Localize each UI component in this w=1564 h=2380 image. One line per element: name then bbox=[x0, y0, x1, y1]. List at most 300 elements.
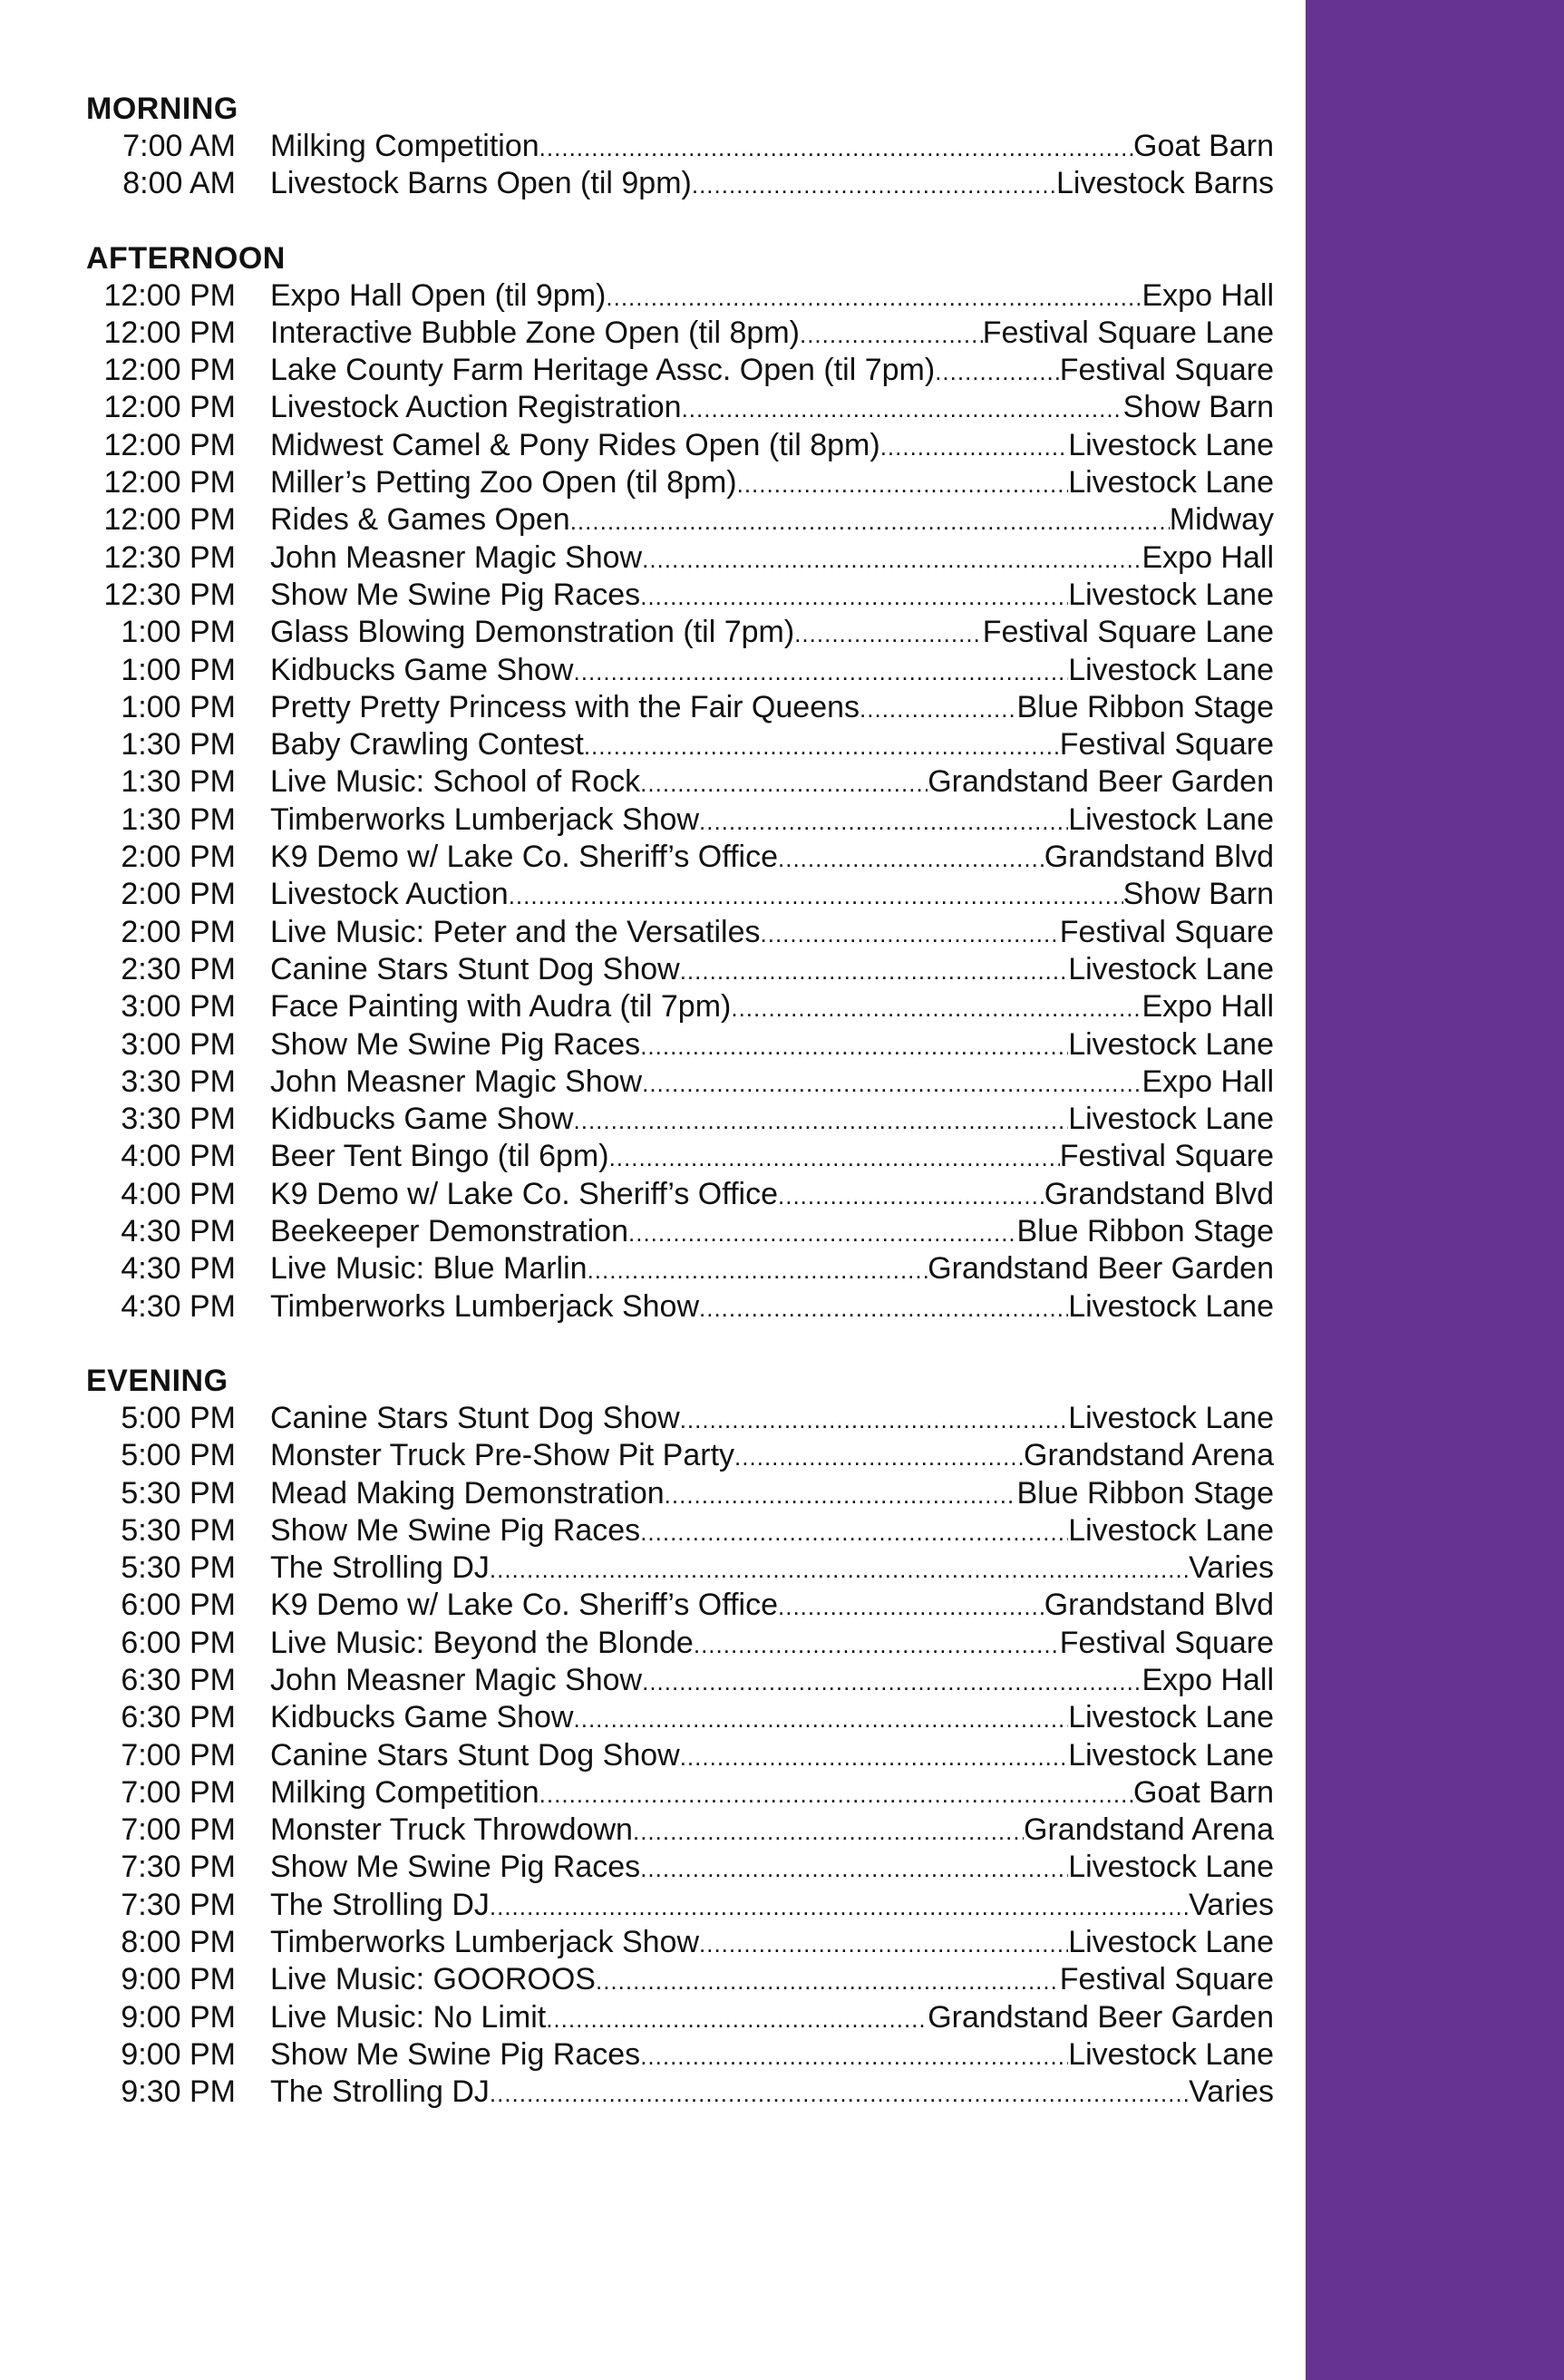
event-line bbox=[270, 2036, 1274, 2075]
event-line bbox=[270, 427, 1274, 466]
schedule-section bbox=[86, 1363, 1274, 2112]
dot-leader bbox=[694, 1625, 1060, 1664]
event-name: Livestock Auction bbox=[270, 877, 509, 912]
event-row bbox=[86, 801, 1274, 839]
event-location: Livestock Lane bbox=[1068, 1026, 1274, 1062]
event-line bbox=[270, 389, 1274, 428]
event-location: Livestock Lane bbox=[1068, 652, 1274, 687]
dot-leader bbox=[778, 1176, 1044, 1215]
event-name: Rides & Games Open bbox=[270, 502, 570, 538]
event-row bbox=[86, 1288, 1274, 1326]
event-name: Kidbucks Game Show bbox=[270, 1700, 574, 1735]
event-location: Festival Square bbox=[1059, 1625, 1274, 1660]
event-row bbox=[86, 1475, 1274, 1512]
dot-leader bbox=[682, 389, 1123, 428]
event-line bbox=[270, 726, 1274, 765]
event-line bbox=[270, 539, 1274, 578]
event-location: Livestock Lane bbox=[1068, 1512, 1274, 1548]
event-line bbox=[270, 1250, 1274, 1289]
event-location: Grandstand Blvd bbox=[1044, 1176, 1274, 1211]
event-name: Beer Tent Bingo (til 6pm) bbox=[270, 1139, 609, 1174]
dot-leader bbox=[699, 1288, 1068, 1327]
dot-leader bbox=[761, 914, 1060, 953]
event-line bbox=[270, 501, 1274, 540]
event-line bbox=[270, 1699, 1274, 1738]
event-line bbox=[270, 1849, 1274, 1888]
event-name: Mead Making Demonstration bbox=[270, 1475, 665, 1511]
event-location: Varies bbox=[1189, 2074, 1274, 2110]
event-time: 7:00 PM bbox=[121, 1774, 236, 1810]
event-row bbox=[86, 1849, 1274, 1886]
event-row bbox=[86, 1737, 1274, 1774]
event-row bbox=[86, 2036, 1274, 2074]
event-line bbox=[270, 951, 1274, 990]
event-row bbox=[86, 652, 1274, 689]
event-time: 8:00 PM bbox=[121, 1925, 236, 1960]
event-time: 9:00 PM bbox=[121, 1999, 236, 2035]
event-time: 1:00 PM bbox=[121, 615, 236, 650]
event-name: The Strolling DJ bbox=[270, 2074, 490, 2110]
event-time: 12:00 PM bbox=[103, 315, 236, 350]
dot-leader bbox=[633, 1812, 1024, 1851]
event-name: Canine Stars Stunt Dog Show bbox=[270, 951, 680, 986]
event-line bbox=[270, 1064, 1274, 1103]
dot-leader bbox=[588, 1250, 928, 1289]
dot-leader bbox=[737, 464, 1069, 503]
event-row bbox=[86, 539, 1274, 577]
event-name: K9 Demo w/ Lake Co. Sheriff’s Office bbox=[270, 840, 778, 875]
event-name: Livestock Barns Open (til 9pm) bbox=[270, 166, 692, 201]
dot-leader bbox=[860, 689, 1016, 728]
dot-leader bbox=[640, 577, 1068, 616]
event-line bbox=[270, 1961, 1274, 2000]
event-row bbox=[86, 988, 1274, 1025]
event-row bbox=[86, 1774, 1274, 1812]
event-name: Canine Stars Stunt Dog Show bbox=[270, 1400, 680, 1435]
event-line bbox=[270, 801, 1274, 840]
event-time: 6:00 PM bbox=[121, 1625, 236, 1660]
event-line bbox=[270, 689, 1274, 728]
event-row bbox=[86, 1250, 1274, 1287]
event-time: 4:30 PM bbox=[121, 1214, 236, 1249]
event-line bbox=[270, 1213, 1274, 1252]
event-time: 12:00 PM bbox=[103, 277, 236, 313]
event-line bbox=[270, 1437, 1274, 1476]
event-name: Miller’s Petting Zoo Open (til 8pm) bbox=[270, 465, 737, 500]
dot-leader bbox=[539, 128, 1133, 167]
event-row bbox=[86, 464, 1274, 501]
event-name: Monster Truck Pre-Show Pit Party bbox=[270, 1438, 735, 1473]
dot-leader bbox=[692, 165, 1056, 204]
event-location: Festival Square bbox=[1059, 914, 1274, 949]
dot-leader bbox=[490, 1887, 1189, 1926]
event-time: 12:00 PM bbox=[103, 465, 236, 500]
event-line bbox=[270, 315, 1274, 354]
dot-leader bbox=[642, 539, 1141, 578]
event-location: Blue Ribbon Stage bbox=[1016, 1214, 1274, 1249]
event-name: Timberworks Lumberjack Show bbox=[270, 801, 699, 837]
event-row bbox=[86, 1138, 1274, 1175]
event-row bbox=[86, 689, 1274, 726]
event-line bbox=[270, 1512, 1274, 1551]
event-name: Glass Blowing Demonstration (til 7pm) bbox=[270, 615, 795, 650]
event-time: 1:30 PM bbox=[121, 801, 236, 837]
event-location: Livestock Lane bbox=[1068, 1737, 1274, 1773]
event-location: Expo Hall bbox=[1141, 1064, 1274, 1099]
event-row bbox=[86, 951, 1274, 988]
event-time: 4:00 PM bbox=[121, 1139, 236, 1174]
event-row bbox=[86, 1999, 1274, 2036]
event-name: Live Music: School of Rock bbox=[270, 764, 641, 800]
schedule-section bbox=[86, 91, 1274, 203]
dot-leader bbox=[640, 1849, 1068, 1888]
event-time: 5:30 PM bbox=[121, 1512, 236, 1548]
dot-leader bbox=[699, 801, 1068, 840]
event-name: Live Music: Peter and the Versatiles bbox=[270, 914, 761, 949]
event-location: Festival Square bbox=[1059, 727, 1274, 763]
event-row bbox=[86, 1176, 1274, 1213]
event-time: 12:00 PM bbox=[103, 390, 236, 425]
dot-leader bbox=[490, 1549, 1189, 1588]
event-time: 3:30 PM bbox=[121, 1102, 236, 1137]
event-name: Kidbucks Game Show bbox=[270, 652, 574, 687]
event-row bbox=[86, 1026, 1274, 1064]
event-line bbox=[270, 763, 1274, 802]
event-time: 7:00 AM bbox=[122, 129, 236, 163]
event-time: 2:30 PM bbox=[121, 951, 236, 986]
event-line bbox=[270, 1625, 1274, 1664]
event-row bbox=[86, 1699, 1274, 1736]
event-row bbox=[86, 577, 1274, 614]
event-row bbox=[86, 1662, 1274, 1699]
dot-leader bbox=[642, 1662, 1141, 1701]
event-name: Show Me Swine Pig Races bbox=[270, 577, 641, 612]
event-time: 9:00 PM bbox=[121, 2036, 236, 2072]
event-row bbox=[86, 1812, 1274, 1849]
event-line bbox=[270, 577, 1274, 616]
event-location: Varies bbox=[1189, 1550, 1274, 1586]
event-name: Show Me Swine Pig Races bbox=[270, 1026, 641, 1062]
event-name: John Measner Magic Show bbox=[270, 1662, 643, 1697]
event-row bbox=[86, 1064, 1274, 1101]
event-name: Midwest Camel & Pony Rides Open (til 8pm) bbox=[270, 427, 880, 462]
event-location: Livestock Lane bbox=[1068, 1288, 1274, 1324]
event-name: Pretty Pretty Princess with the Fair Queens bbox=[270, 689, 860, 724]
event-location: Varies bbox=[1189, 1887, 1274, 1922]
dot-leader bbox=[640, 2036, 1068, 2075]
event-location: Livestock Barns bbox=[1056, 166, 1274, 201]
event-time: 3:00 PM bbox=[121, 989, 236, 1025]
event-name: Show Me Swine Pig Races bbox=[270, 1512, 641, 1548]
event-name: Monster Truck Throwdown bbox=[270, 1812, 633, 1848]
event-line bbox=[270, 1101, 1274, 1140]
event-row bbox=[86, 352, 1274, 389]
event-location: Livestock Lane bbox=[1068, 1102, 1274, 1137]
dot-leader bbox=[574, 1699, 1069, 1738]
dot-leader bbox=[640, 763, 928, 802]
event-name: Show Me Swine Pig Races bbox=[270, 2036, 641, 2072]
event-location: Midway bbox=[1169, 502, 1274, 538]
event-location: Festival Square bbox=[1059, 1962, 1274, 1997]
event-row bbox=[86, 839, 1274, 876]
event-row bbox=[86, 1213, 1274, 1250]
event-location: Expo Hall bbox=[1141, 1662, 1274, 1697]
event-location: Grandstand Beer Garden bbox=[928, 1999, 1274, 2035]
event-line bbox=[270, 1887, 1274, 1926]
event-time: 4:30 PM bbox=[121, 1251, 236, 1287]
dot-leader bbox=[731, 988, 1141, 1027]
event-time: 9:30 PM bbox=[121, 2074, 236, 2110]
event-location: Blue Ribbon Stage bbox=[1016, 1475, 1274, 1511]
event-time: 5:30 PM bbox=[121, 1475, 236, 1511]
event-name: Milking Competition bbox=[270, 129, 539, 163]
event-row bbox=[86, 876, 1274, 913]
event-location: Livestock Lane bbox=[1068, 1400, 1274, 1435]
event-row bbox=[86, 1961, 1274, 1998]
event-name: Canine Stars Stunt Dog Show bbox=[270, 1737, 680, 1773]
event-name: Live Music: Blue Marlin bbox=[270, 1251, 588, 1287]
event-location: Grandstand Arena bbox=[1024, 1438, 1274, 1473]
event-line bbox=[270, 1026, 1274, 1065]
dot-leader bbox=[794, 614, 982, 653]
event-row bbox=[86, 1437, 1274, 1474]
event-time: 7:30 PM bbox=[121, 1887, 236, 1922]
event-row bbox=[86, 315, 1274, 352]
event-location: Festival Square Lane bbox=[982, 615, 1274, 650]
event-line bbox=[270, 914, 1274, 953]
event-time: 5:30 PM bbox=[121, 1550, 236, 1586]
schedule-list bbox=[86, 91, 1274, 2149]
schedule-section bbox=[86, 240, 1274, 1326]
dot-leader bbox=[606, 277, 1141, 316]
dot-leader bbox=[880, 427, 1069, 466]
event-line bbox=[270, 1475, 1274, 1514]
dot-leader bbox=[680, 1400, 1068, 1439]
section-heading: MORNING bbox=[86, 92, 238, 126]
event-name: The Strolling DJ bbox=[270, 1550, 490, 1586]
event-location: Livestock Lane bbox=[1068, 1700, 1274, 1735]
event-row bbox=[86, 914, 1274, 951]
event-line bbox=[270, 652, 1274, 691]
event-location: Goat Barn bbox=[1133, 129, 1274, 163]
event-time: 5:00 PM bbox=[121, 1438, 236, 1473]
event-line bbox=[270, 352, 1274, 391]
event-row bbox=[86, 501, 1274, 539]
event-time: 8:00 AM bbox=[122, 166, 236, 201]
event-time: 12:00 PM bbox=[103, 427, 236, 462]
event-line bbox=[270, 277, 1274, 316]
event-time: 3:00 PM bbox=[121, 1026, 236, 1062]
event-time: 2:00 PM bbox=[121, 840, 236, 875]
event-row bbox=[86, 2074, 1274, 2111]
event-location: Festival Square Lane bbox=[982, 315, 1274, 350]
event-location: Grandstand Blvd bbox=[1044, 1588, 1274, 1623]
event-row bbox=[86, 1512, 1274, 1549]
event-line bbox=[270, 1662, 1274, 1701]
event-row bbox=[86, 1101, 1274, 1138]
event-line bbox=[270, 1176, 1274, 1215]
dot-leader bbox=[546, 1999, 928, 2038]
event-name: Milking Competition bbox=[270, 1774, 539, 1810]
dot-leader bbox=[640, 1512, 1068, 1551]
event-location: Expo Hall bbox=[1141, 989, 1274, 1025]
event-time: 6:00 PM bbox=[121, 1588, 236, 1623]
event-row bbox=[86, 165, 1274, 202]
event-time: 1:30 PM bbox=[121, 727, 236, 763]
event-line bbox=[270, 1737, 1274, 1776]
event-location: Expo Hall bbox=[1141, 539, 1274, 575]
event-location: Expo Hall bbox=[1141, 277, 1274, 313]
dot-leader bbox=[490, 2074, 1189, 2113]
event-row bbox=[86, 1625, 1274, 1662]
event-location: Festival Square bbox=[1059, 353, 1274, 388]
dot-leader bbox=[680, 951, 1068, 990]
event-time: 12:00 PM bbox=[103, 502, 236, 538]
event-line bbox=[270, 464, 1274, 503]
day-sidebar bbox=[1306, 0, 1564, 2380]
dot-leader bbox=[640, 1026, 1068, 1065]
event-time: 7:00 PM bbox=[121, 1812, 236, 1848]
section-heading: AFTERNOON bbox=[86, 240, 286, 276]
event-time: 6:30 PM bbox=[121, 1662, 236, 1697]
event-location: Grandstand Arena bbox=[1024, 1812, 1274, 1848]
dot-leader bbox=[699, 1924, 1068, 1963]
event-time: 7:00 PM bbox=[121, 1737, 236, 1773]
event-row bbox=[86, 1887, 1274, 1924]
event-location: Livestock Lane bbox=[1068, 427, 1274, 462]
dot-leader bbox=[734, 1437, 1024, 1476]
event-name: Show Me Swine Pig Races bbox=[270, 1850, 641, 1885]
event-location: Grandstand Beer Garden bbox=[928, 1251, 1274, 1287]
event-time: 3:30 PM bbox=[121, 1064, 236, 1099]
event-line bbox=[270, 614, 1274, 653]
event-row bbox=[86, 427, 1274, 464]
event-row bbox=[86, 763, 1274, 801]
event-name: John Measner Magic Show bbox=[270, 539, 643, 575]
event-name: Livestock Auction Registration bbox=[270, 390, 682, 425]
dot-leader bbox=[665, 1475, 1017, 1514]
event-row bbox=[86, 1587, 1274, 1624]
event-line bbox=[270, 1999, 1274, 2038]
event-time: 2:00 PM bbox=[121, 914, 236, 949]
event-line bbox=[270, 1587, 1274, 1626]
dot-leader bbox=[680, 1737, 1068, 1776]
event-name: Kidbucks Game Show bbox=[270, 1102, 574, 1137]
event-time: 2:00 PM bbox=[121, 877, 236, 912]
dot-leader bbox=[574, 652, 1069, 691]
event-name: Beekeeper Demonstration bbox=[270, 1214, 629, 1249]
event-name: Live Music: Beyond the Blonde bbox=[270, 1625, 694, 1660]
event-location: Show Barn bbox=[1122, 390, 1274, 425]
event-row bbox=[86, 389, 1274, 426]
event-line bbox=[270, 1288, 1274, 1327]
event-location: Livestock Lane bbox=[1068, 801, 1274, 837]
dot-leader bbox=[570, 501, 1170, 540]
event-location: Festival Square bbox=[1059, 1139, 1274, 1174]
dot-leader bbox=[509, 876, 1123, 915]
event-time: 1:00 PM bbox=[121, 652, 236, 687]
dot-leader bbox=[800, 315, 983, 354]
event-line bbox=[270, 876, 1274, 915]
event-location: Livestock Lane bbox=[1068, 2036, 1274, 2072]
event-name: Expo Hall Open (til 9pm) bbox=[270, 277, 607, 313]
event-time: 1:30 PM bbox=[121, 764, 236, 800]
dot-leader bbox=[609, 1138, 1060, 1177]
event-name: K9 Demo w/ Lake Co. Sheriff’s Office bbox=[270, 1588, 778, 1623]
event-time: 6:30 PM bbox=[121, 1700, 236, 1735]
dot-leader bbox=[642, 1064, 1141, 1103]
event-row bbox=[86, 277, 1274, 315]
event-time: 1:00 PM bbox=[121, 689, 236, 724]
event-time: 4:30 PM bbox=[121, 1288, 236, 1324]
event-line bbox=[270, 1400, 1274, 1439]
event-line bbox=[270, 1924, 1274, 1963]
event-row bbox=[86, 1400, 1274, 1437]
event-name: Interactive Bubble Zone Open (til 8pm) bbox=[270, 315, 800, 350]
event-name: Baby Crawling Contest bbox=[270, 727, 584, 763]
event-line bbox=[270, 1774, 1274, 1813]
event-time: 12:30 PM bbox=[103, 539, 236, 575]
event-location: Grandstand Blvd bbox=[1044, 840, 1274, 875]
dot-leader bbox=[778, 839, 1044, 878]
dot-leader bbox=[574, 1101, 1069, 1140]
event-line bbox=[270, 165, 1274, 204]
event-row bbox=[86, 614, 1274, 651]
event-row bbox=[86, 1924, 1274, 1961]
event-line bbox=[270, 1812, 1274, 1851]
event-name: John Measner Magic Show bbox=[270, 1064, 643, 1099]
event-name: K9 Demo w/ Lake Co. Sheriff’s Office bbox=[270, 1176, 778, 1211]
event-name: The Strolling DJ bbox=[270, 1887, 490, 1922]
event-row bbox=[86, 726, 1274, 763]
dot-leader bbox=[628, 1213, 1016, 1252]
dot-leader bbox=[584, 726, 1060, 765]
event-location: Livestock Lane bbox=[1068, 1925, 1274, 1960]
event-row bbox=[86, 128, 1274, 165]
section-heading: EVENING bbox=[86, 1363, 228, 1398]
event-time: 12:00 PM bbox=[103, 353, 236, 388]
event-row bbox=[86, 1549, 1274, 1587]
event-time: 5:00 PM bbox=[121, 1400, 236, 1435]
event-line bbox=[270, 1138, 1274, 1177]
event-line bbox=[270, 988, 1274, 1027]
dot-leader bbox=[539, 1774, 1133, 1813]
event-time: 7:30 PM bbox=[121, 1850, 236, 1885]
event-line bbox=[270, 128, 1274, 167]
event-time: 4:00 PM bbox=[121, 1176, 236, 1211]
event-location: Goat Barn bbox=[1133, 1774, 1274, 1810]
event-location: Show Barn bbox=[1122, 877, 1274, 912]
event-location: Livestock Lane bbox=[1068, 577, 1274, 612]
dot-leader bbox=[935, 352, 1060, 391]
event-name: Live Music: No Limit bbox=[270, 1999, 547, 2035]
event-name: Live Music: GOOROOS bbox=[270, 1962, 596, 1997]
event-location: Blue Ribbon Stage bbox=[1016, 689, 1274, 724]
event-line bbox=[270, 839, 1274, 878]
event-location: Grandstand Beer Garden bbox=[928, 764, 1274, 800]
event-line bbox=[270, 2074, 1274, 2113]
event-time: 12:30 PM bbox=[103, 577, 236, 612]
event-line bbox=[270, 1549, 1274, 1588]
event-name: Timberworks Lumberjack Show bbox=[270, 1288, 699, 1324]
event-location: Livestock Lane bbox=[1068, 465, 1274, 500]
event-name: Lake County Farm Heritage Assc. Open (til 7pm) bbox=[270, 353, 936, 388]
event-location: Livestock Lane bbox=[1068, 1850, 1274, 1885]
event-name: Face Painting with Audra (til 7pm) bbox=[270, 989, 732, 1025]
dot-leader bbox=[596, 1961, 1060, 2000]
event-name: Timberworks Lumberjack Show bbox=[270, 1925, 699, 1960]
event-time: 9:00 PM bbox=[121, 1962, 236, 1997]
